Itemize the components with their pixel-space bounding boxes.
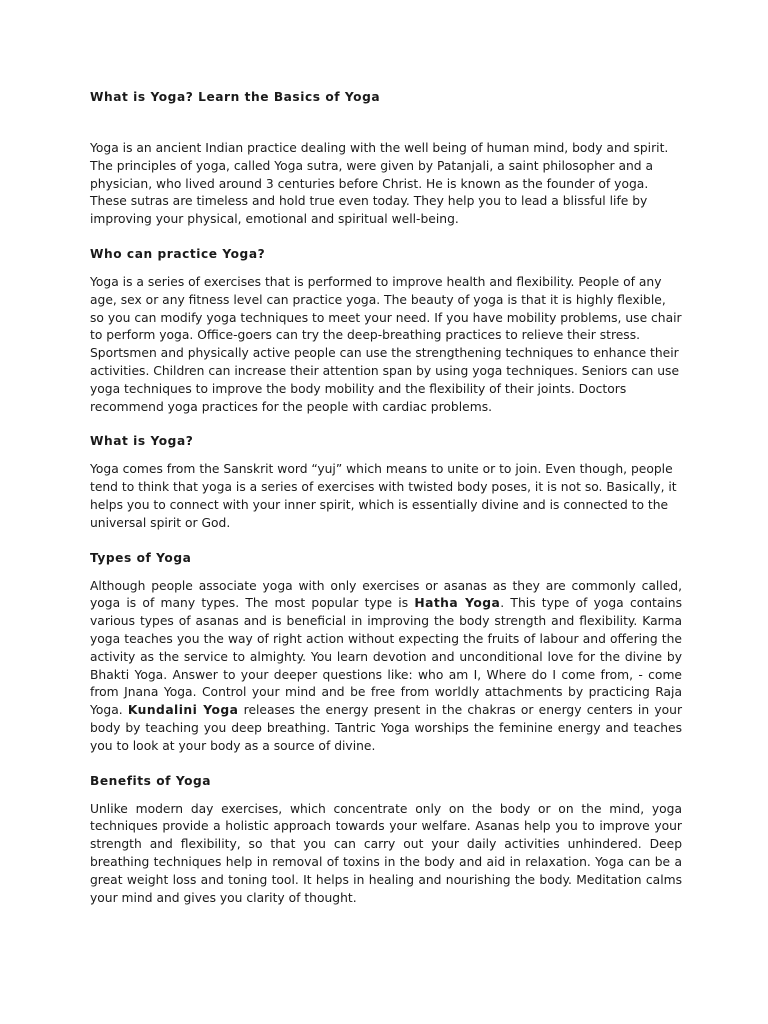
document-page [90,88,682,923]
section-heading-benefits-of-yoga: Benefits of Yoga [90,773,212,788]
kundalini-yoga-term: Kundalini Yoga [127,703,239,718]
who-can-practice-paragraph: Yoga is a series of exercises that is performed to improve health and flexibility. People of any age, sex or any fitness level can practice yoga. The beauty of yoga is that it is highly flexible, so you can modify yoga techniques to meet your need. If you have mobility problems, use chair to perform yoga. Office-goers can try the deep-breathing practices to relieve their stress. Sportsmen and physically active people can use the strengthening techniques to enhance their activities. Children can increase their attention span by using yoga techniques. Seniors can use yoga techniques to improve the body mobility and the flexibility of their joints. Doctors recommend yoga practices for the people with cardiac problems. [90,274,682,414]
hatha-yoga-term: Hatha Yoga [414,596,501,611]
types-text-part-1: Although people associate yoga with only exercises or asanas as they are commonly called, yoga is of many types. The most popular type is [90,578,682,611]
section-heading-who-can-practice: Who can practice Yoga? [90,246,266,261]
section-heading-types-of-yoga: Types of Yoga [90,550,192,565]
types-text-part-3: releases the energy present in the chakras or energy centers in your body by teaching you deep breathing. Tantric Yoga worships the feminine energy and teaches you to look at your body as a source of divine. [90,703,683,753]
document-title: What is Yoga? Learn the Basics of Yoga [90,90,381,104]
types-of-yoga-paragraph [90,578,682,756]
what-is-yoga-paragraph: Yoga comes from the Sanskrit word “yuj” which means to unite or to join. Even though, people tend to think that yoga is a series of exercises with twisted body poses, it is not so. Basically, it helps you to connect with your inner spirit, which is essentially divine and is connected to the universal spirit or God. [90,462,677,530]
section-heading-what-is-yoga: What is Yoga? [90,434,194,449]
intro-paragraph: Yoga is an ancient Indian practice dealing with the well being of human mind, body and spirit. The principles of yoga, called Yoga sutra, were given by Patanjali, a saint philosopher and a physician, who lived around 3 centuries before Christ. He is known as the founder of yoga. These sutras are timeless and hold true even today. They help you to lead a blissful life by improving your physical, emotional and spiritual well-being. [90,141,669,227]
benefits-of-yoga-paragraph: Unlike modern day exercises, which concentrate only on the body or on the mind, yoga techniques provide a holistic approach towards your welfare. Asanas help you to improve your strength and flexibility, so that you can carry out your daily activities unhindered. Deep breathing techniques help in removal of toxins in the body and aid in relaxation. Yoga can be a great weight loss and toning tool. It helps in healing and nourishing the body. Meditation calms your mind and gives you clarity of thought. [90,801,682,905]
types-text-part-2: . This type of yoga contains various types of asanas and is beneficial in improving the body strength and flexibility. Karma yoga teaches you the way of right action without expecting the fruits of labour and offering the activity as the service to almighty. You learn devotion and unconditional love for the divine by Bhakti Yoga. Answer to your deeper questions like: who am I, Where do I come from, - come from Jnana Yoga. Control your mind and be free from worldly attachments by practicing Raja Yoga. [90,596,683,718]
